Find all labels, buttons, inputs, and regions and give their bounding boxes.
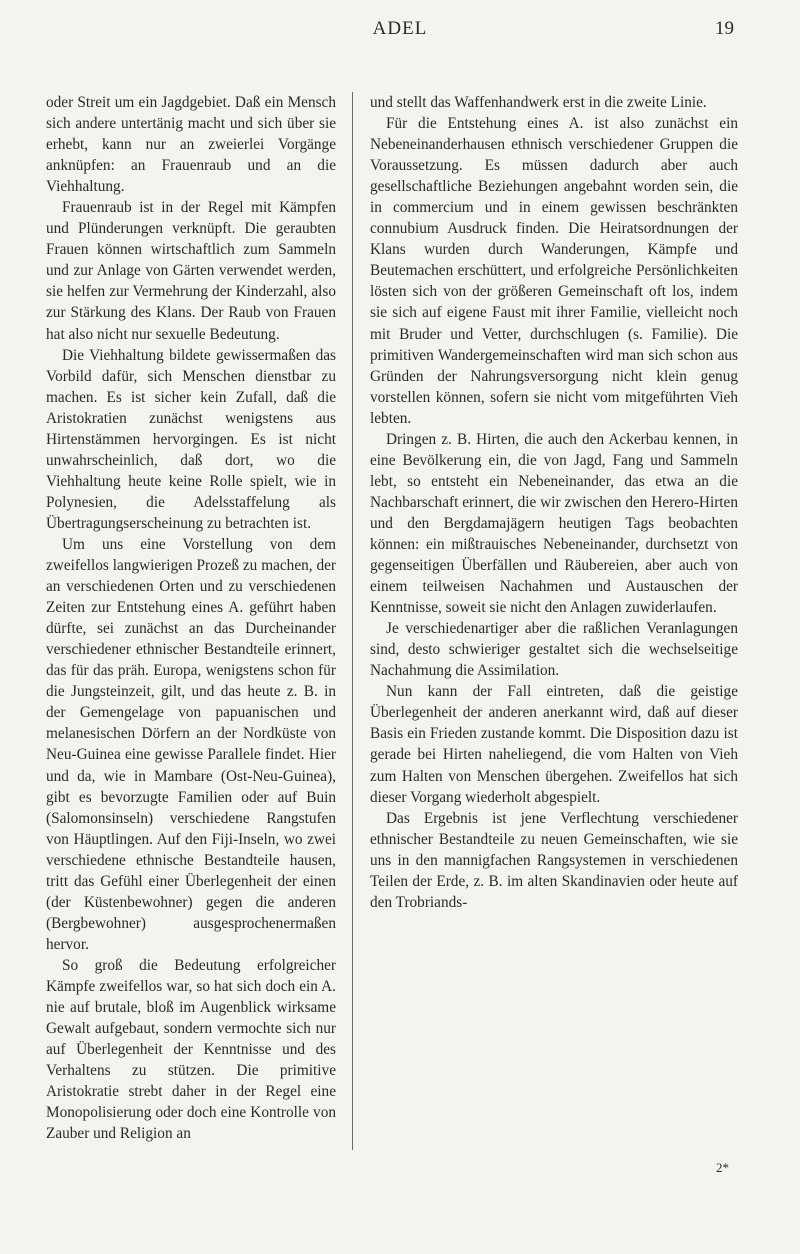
page-header (0, 18, 800, 48)
column-divider (352, 92, 353, 1150)
paragraph: Für die Entstehung eines A. ist also zunächst ein Nebeneinanderhausen ethnisch verschiedener Gruppen die Voraussetzung. Es müssen dadurch aber auch gesellschaftliche Beziehungen angebahnt worden sein, die in commercium und in einem gewissen beschränkten connubium Ausdruck finden. Die Heiratsordnungen der Klans wurden durch Wanderungen, Kämpfe und Beutemachen erschüttert, und erfolgreiche Persönlichkeiten lösten sich von der größeren Gemeinschaft oft los, indem sie sich auf eigene Faust mit ihrer Familie, vielleicht noch mit Bruder und Vetter, durchschlugen (s. Familie). Die primitiven Wandergemeinschaften wird man sich schon aus Gründen der Nahrungsversorgung nicht klein genug vorstellen können, sofern sie nicht vom mitgeführten Vieh lebten. (370, 115, 738, 427)
paragraph: Frauenraub ist in der Regel mit Kämpfen und Plünderungen verknüpft. Die geraubten Frauen können wirtschaftlich zum Sammeln und zur Anlage von Gärten verwendet werden, sie helfen zur Vermehrung der Kinderzahl, also zur Stärkung des Klans. Der Raub von Frauen hat also nicht nur sexuelle Bedeutung. (46, 199, 336, 343)
paragraph: oder Streit um ein Jagdgebiet. Daß ein Mensch sich andere untertänig macht und sich über sie erhebt, kann nur an zweierlei Vorgänge anknüpfen: an Frauenraub und an die Viehhaltung. (46, 94, 336, 196)
right-column (370, 92, 738, 913)
printer-signature-mark: 2* (716, 1160, 729, 1175)
paragraph: Die Viehhaltung bildete gewissermaßen das Vorbild dafür, sich Menschen dienstbar zu machen. Es ist sicher kein Zufall, daß die Aristokratien zunächst wenigstens aus Hirtenstämmen hervorgingen. Es ist nicht unwahrscheinlich, daß dort, wo die Viehhaltung heute keine Rolle spielt, wie in Polynesien, die Adelsstaffelung als Übertragungserscheinung zu betrachten ist. (46, 346, 336, 532)
left-column (46, 92, 336, 1144)
running-head: ADEL (372, 18, 428, 39)
paragraph: So groß die Bedeutung erfolgreicher Kämpfe zweifellos war, so hat sich doch ein A. nie auf brutale, bloß im Augenblick wirksame Gewalt aufgebaut, sondern vermochte sich nur auf Überlegenheit der Kenntnisse und des Verhaltens zu stützen. Die primitive Aristokratie strebt daher in der Regel eine Monopolisierung oder doch eine Kontrolle von Zauber und Religion an (46, 956, 336, 1143)
paragraph: Dringen z. B. Hirten, die auch den Ackerbau kennen, in eine Bevölkerung ein, die von Jagd, Fang und Sammeln lebt, so entsteht ein Nebeneinander, das etwa an die Nachbarschaft erinnert, die wir zwischen den Herero-Hirten und den Bergdamajägern heutigen Tags beobachten können: ein mißtrauisches Nebeneinander, durchsetzt von gegenseitigen Überfällen und Räubereien, aber auch von einem teilweisen Nachahmen und Austauschen der Kenntnisse, soweit sie nicht den Anlagen zuwiderlaufen. (370, 430, 738, 617)
paragraph: und stellt das Waffenhandwerk erst in die zweite Linie. (370, 94, 707, 111)
paragraph: Das Ergebnis ist jene Verflechtung verschiedener ethnischer Bestandteile zu neuen Gemeinschaften, wie sie uns in den mannigfachen Rangsystemen in verschiedenen Teilen der Erde, z. B. im alten Skandinavien oder heute auf den Trobriands- (370, 809, 738, 911)
paragraph: Je verschiedenartiger aber die raßlichen Veranlagungen sind, desto schwieriger gestaltet sich die wechselseitige Nachahmung die Assimilation. (370, 620, 738, 680)
paragraph: Um uns eine Vorstellung von dem zweifellos langwierigen Prozeß zu machen, der an verschiedenen Orten und zu verschiedenen Zeiten zur Entstehung eines A. geführt haben dürfte, sei zunächst an das Durcheinander verschiedener ethnischer Bestandteile erinnert, das für das präh. Europa, wenigstens schon für die Jungsteinzeit, gilt, und das heute z. B. in der Gemengelage von papuanischen und melanesischen Dörfern an der Nordküste von Neu-Guinea eine gewisse Parallele findet. Hier und da, wie in Mambare (Ost-Neu-Guinea), gibt es bevorzugte Familien oder auf Buin (Salomonsinseln) verschiedene Rangstufen von Häuptlingen. Auf den Fiji-Inseln, wo zwei verschiedene ethnische Bestandteile hausen, tritt das Gefühl einer Überlegenheit der einen (der Küstenbewohner) gegen die anderen (Bergbewohner) ausgesprochenermaßen hervor. (46, 535, 336, 953)
paragraph: Nun kann der Fall eintreten, daß die geistige Überlegenheit der anderen anerkannt wird, daß auf dieser Basis ein Frieden zustande kommt. Die Disposition dazu ist gerade bei Hirten naheliegend, die vom Halten von Vieh zum Halten von Menschen übergehen. Zweifellos hat sich dieser Vorgang wiederholt abgespielt. (370, 683, 738, 806)
page-number: 19 (715, 18, 734, 39)
